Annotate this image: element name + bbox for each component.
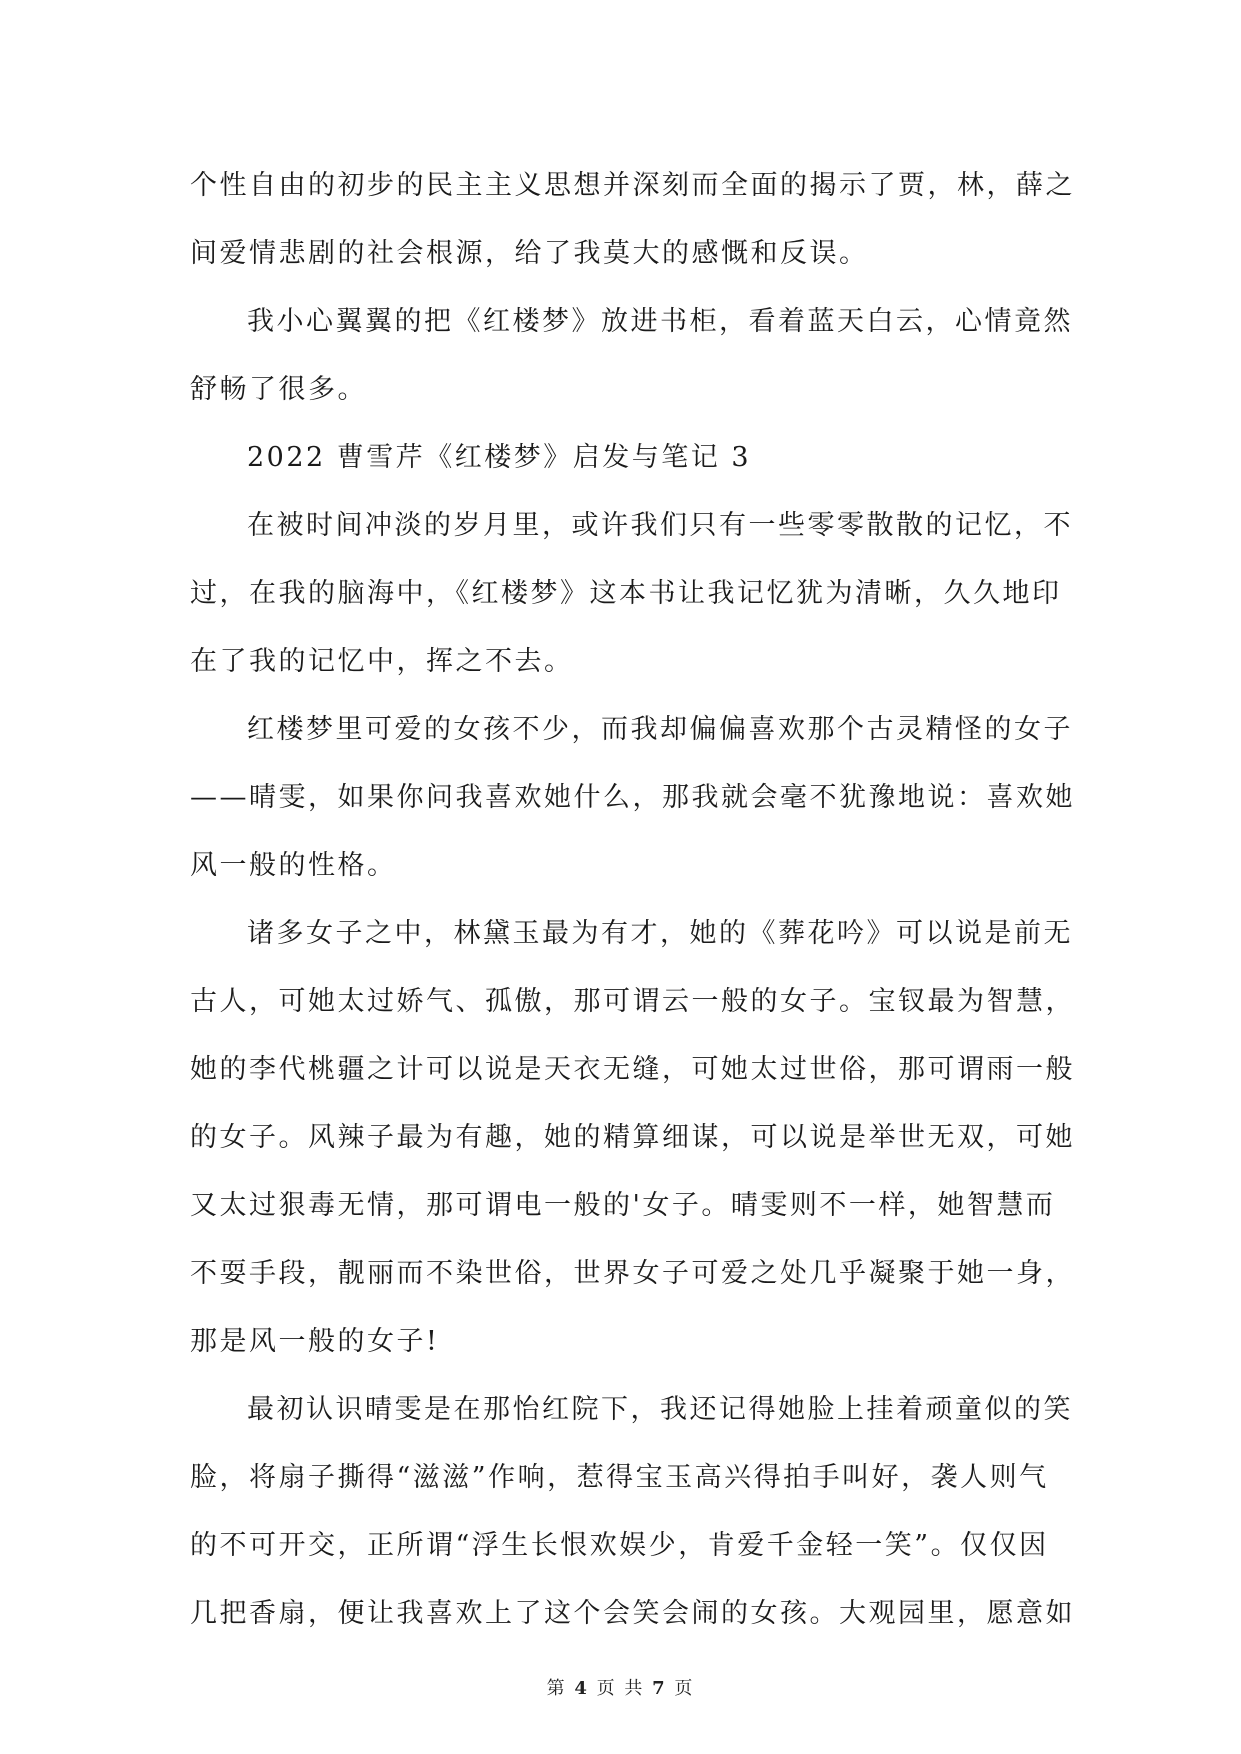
text-line: 那是风一般的女子! [190,1326,440,1357]
text-line: 她的李代桃疆之计可以说是天衣无缝，可她太过世俗，那可谓雨一般 [190,1054,1075,1085]
text-line: 不耍手段，靓丽而不染世俗，世界女子可爱之处几乎凝聚于她一身， [190,1258,1075,1289]
text-line: 我小心翼翼的把《红楼梦》放进书柜，看着蓝天白云，心情竟然 [247,306,1073,337]
text-line: 2022 曹雪芹《红楼梦》启发与笔记 3 [247,442,752,473]
text-line: 古人，可她太过娇气、孤傲，那可谓云一般的女子。宝钗最为智慧， [190,986,1075,1017]
text-line: 诸多女子之中，林黛玉最为有才，她的《葬花吟》可以说是前无 [247,918,1073,949]
text-line: 红楼梦里可爱的女孩不少，而我却偏偏喜欢那个古灵精怪的女子 [247,714,1073,745]
text-line: 脸，将扇子撕得“滋滋”作响，惹得宝玉高兴得拍手叫好，袭人则气 [190,1462,1049,1493]
text-line: 又太过狠毒无情，那可谓电一般的'女子。晴雯则不一样，她智慧而 [190,1190,1056,1221]
text-line: 的不可开交，正所谓“浮生长恨欢娱少，肯爱千金轻一笑”。仅仅因 [190,1530,1049,1561]
text-line: 在了我的记忆中，挥之不去。 [190,646,574,677]
text-line: 几把香扇，便让我喜欢上了这个会笑会闹的女孩。大观园里，愿意如 [190,1598,1075,1629]
text-line: 风一般的性格。 [190,850,397,881]
total-page-count: 7 [652,1678,667,1699]
footer-suffix: 页 [674,1678,695,1699]
document-body [190,152,1075,1648]
text-line: 在被时间冲淡的岁月里，或许我们只有一些零零散散的记忆，不 [247,510,1073,541]
text-line: 个性自由的初步的民主主义思想并深刻而全面的揭示了贾，林，薛之 [190,170,1075,201]
text-line: 舒畅了很多。 [190,374,367,405]
footer-prefix: 第 [546,1678,567,1699]
text-line: 最初认识晴雯是在那怡红院下，我还记得她脸上挂着顽童似的笑 [247,1394,1073,1425]
footer-middle: 页 共 [596,1678,645,1699]
text-line: ——晴雯，如果你问我喜欢她什么，那我就会毫不犹豫地说：喜欢她 [190,782,1075,813]
text-line: 的女子。风辣子最为有趣，她的精算细谋，可以说是举世无双，可她 [190,1122,1075,1153]
text-line: 过，在我的脑海中，《红楼梦》这本书让我记忆犹为清晰，久久地印 [190,578,1062,609]
current-page-number: 4 [574,1678,589,1699]
text-line: 间爱情悲剧的社会根源，给了我莫大的感慨和反误。 [190,238,869,269]
page-footer [0,1674,1241,1700]
